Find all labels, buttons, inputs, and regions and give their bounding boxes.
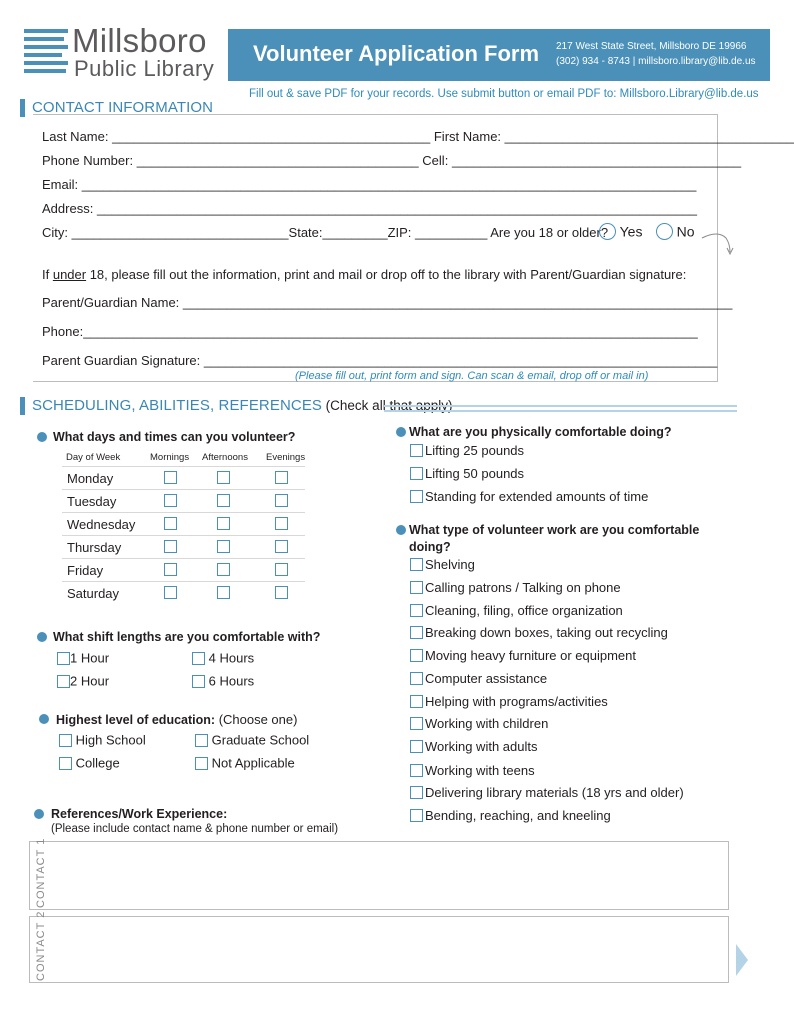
day-label: Tuesday <box>67 494 117 509</box>
city-field[interactable]: ______________________________ <box>71 225 289 240</box>
saturday-mornings-checkbox[interactable] <box>164 586 177 599</box>
guardian-signature-label: Parent Guardian Signature: <box>42 353 201 368</box>
edu-college-option[interactable] <box>59 755 120 772</box>
guardian-phone-label: Phone: <box>42 324 84 339</box>
shift-6-label: 6 Hours <box>208 673 255 689</box>
yes-label: Yes <box>619 223 643 240</box>
shift-2-checkbox[interactable] <box>57 675 70 688</box>
monday-evenings-checkbox[interactable] <box>275 471 288 484</box>
standing-checkbox[interactable] <box>410 490 423 503</box>
work-option[interactable] <box>410 556 475 573</box>
bullet-icon <box>34 809 44 819</box>
no-label: No <box>676 223 695 240</box>
section-divider <box>384 405 737 412</box>
lifting-50-checkbox[interactable] <box>410 467 423 480</box>
first-name-label: First Name: <box>433 129 502 144</box>
address-row <box>42 201 712 217</box>
state-field[interactable]: _________ <box>322 225 388 240</box>
physical-option[interactable] <box>410 488 648 505</box>
friday-afternoons-checkbox[interactable] <box>217 563 230 576</box>
state-label: State: <box>288 225 323 240</box>
age-question: Are you 18 or older? <box>490 225 609 240</box>
wednesday-afternoons-checkbox[interactable] <box>217 517 230 530</box>
first-name-field[interactable]: ________________________________________ <box>504 129 794 144</box>
work-option[interactable] <box>410 738 537 755</box>
work-option-label: Working with adults <box>425 738 538 754</box>
education-heading <box>56 712 297 727</box>
edu-graduate-option[interactable] <box>195 732 309 749</box>
contact-1-label: CONTACT 1 <box>35 837 47 908</box>
table-row <box>62 536 305 559</box>
col-day: Day of Week <box>66 452 121 463</box>
tuesday-mornings-checkbox[interactable] <box>164 494 177 507</box>
physical-option-label: Standing for extended amounts of time <box>425 488 649 504</box>
work-question <box>409 522 699 556</box>
work-checkbox[interactable] <box>410 740 423 753</box>
bullet-icon <box>37 432 47 442</box>
physical-option-label: Lifting 50 pounds <box>425 465 525 481</box>
work-question-line1: What type of volunteer work are you comfortable <box>409 523 700 537</box>
col-afternoons: Afternoons <box>202 452 248 463</box>
work-checkbox[interactable] <box>410 786 423 799</box>
bullet-icon <box>39 714 49 724</box>
logo-name: Millsboro <box>72 22 207 59</box>
shift-4-checkbox[interactable] <box>192 652 205 665</box>
table-row <box>62 582 305 605</box>
physical-question: What are you physically comfortable doing? <box>409 425 672 439</box>
email-row <box>42 177 712 193</box>
guardian-phone-field[interactable]: _____________________________________________________________________________________ <box>83 324 698 339</box>
saturday-evenings-checkbox[interactable] <box>275 586 288 599</box>
work-option-label: Working with children <box>425 715 549 731</box>
table-row <box>62 490 305 513</box>
wednesday-evenings-checkbox[interactable] <box>275 517 288 530</box>
friday-evenings-checkbox[interactable] <box>275 563 288 576</box>
work-checkbox[interactable] <box>410 604 423 617</box>
college-label: College <box>75 755 120 771</box>
thursday-afternoons-checkbox[interactable] <box>217 540 230 553</box>
day-label: Saturday <box>67 586 120 601</box>
references-note: (Please include contact name & phone number or email) <box>51 823 339 835</box>
guardian-signature-row <box>42 353 718 369</box>
library-address <box>556 39 756 69</box>
scheduling-section-title: SCHEDULING, ABILITIES, REFERENCES <box>32 397 323 414</box>
col-mornings: Mornings <box>150 452 190 463</box>
work-option-label: Calling patrons / Talking on phone <box>425 579 621 595</box>
shift-question: What shift lengths are you comfortable with? <box>53 630 321 644</box>
days-table <box>62 467 305 605</box>
work-checkbox[interactable] <box>410 695 423 708</box>
work-option-label: Delivering library materials (18 yrs and older) <box>425 784 684 800</box>
work-option[interactable] <box>410 602 623 619</box>
physical-option-label: Lifting 25 pounds <box>425 442 525 458</box>
high-school-label: High School <box>75 732 146 748</box>
friday-mornings-checkbox[interactable] <box>164 563 177 576</box>
shift-2-option[interactable] <box>57 673 109 690</box>
graduate-school-label: Graduate School <box>211 732 310 748</box>
thursday-evenings-checkbox[interactable] <box>275 540 288 553</box>
work-checkbox[interactable] <box>410 809 423 822</box>
work-checkbox[interactable] <box>410 764 423 777</box>
city-row <box>42 225 609 241</box>
days-table-header <box>62 451 305 467</box>
high-school-checkbox[interactable] <box>59 734 72 747</box>
last-name-label: Last Name: <box>42 129 109 144</box>
thursday-mornings-checkbox[interactable] <box>164 540 177 553</box>
days-question: What days and times can you volunteer? <box>53 430 296 444</box>
zip-field[interactable]: __________ <box>415 225 488 240</box>
work-checkbox[interactable] <box>410 626 423 639</box>
address-field[interactable]: ___________________________________________________________________________________ <box>96 201 698 216</box>
work-checkbox[interactable] <box>410 672 423 685</box>
monday-afternoons-checkbox[interactable] <box>217 471 230 484</box>
logo-subtitle: Public Library <box>74 56 215 81</box>
phone-label: Phone Number: <box>42 153 134 168</box>
form-title: Volunteer Application Form <box>253 41 540 66</box>
college-checkbox[interactable] <box>59 757 72 770</box>
yes-radio[interactable] <box>599 223 616 240</box>
education-sub: (Choose one) <box>218 712 298 727</box>
work-checkbox[interactable] <box>410 649 423 662</box>
bullet-icon <box>37 632 47 642</box>
phone-email-line: (302) 934 - 8743 | millsboro.library@lib.de.us <box>556 56 756 67</box>
graduate-school-checkbox[interactable] <box>195 734 208 747</box>
day-label: Thursday <box>67 540 122 555</box>
table-row <box>62 513 305 536</box>
zip-label: ZIP: <box>387 225 412 240</box>
shift-1-label: 1 Hour <box>70 650 110 666</box>
guardian-name-label: Parent/Guardian Name: <box>42 295 180 310</box>
under-18-note <box>42 267 717 283</box>
wednesday-mornings-checkbox[interactable] <box>164 517 177 530</box>
work-question-line2: doing? <box>409 540 451 554</box>
shift-6-checkbox[interactable] <box>192 675 205 688</box>
shift-6-option[interactable] <box>192 673 254 690</box>
work-checkbox[interactable] <box>410 717 423 730</box>
no-radio[interactable] <box>656 223 673 240</box>
next-page-arrow-icon[interactable] <box>734 942 750 978</box>
work-option[interactable] <box>410 715 548 732</box>
saturday-afternoons-checkbox[interactable] <box>217 586 230 599</box>
shift-4-label: 4 Hours <box>208 650 255 666</box>
contact-section-title: CONTACT INFORMATION <box>32 99 214 116</box>
guardian-name-row <box>42 295 733 311</box>
email-field[interactable]: _____________________________________________________________________________________ <box>81 177 697 192</box>
work-option-label: Computer assistance <box>425 670 548 686</box>
lifting-25-checkbox[interactable] <box>410 444 423 457</box>
fill-instructions: Fill out & save PDF for your records. Use submit button or email PDF to: Millsboro.Library@lib.de.us <box>249 88 759 100</box>
edu-high-school-option[interactable] <box>59 732 146 749</box>
work-option[interactable] <box>410 624 668 641</box>
address-label: Address: <box>42 201 94 216</box>
shift-4-option[interactable] <box>192 650 254 667</box>
cell-field[interactable]: ________________________________________ <box>451 153 742 168</box>
work-option-label: Bending, reaching, and kneeling <box>425 807 611 823</box>
contact-2-field[interactable] <box>29 916 729 983</box>
section-marker <box>20 99 25 117</box>
table-row <box>62 559 305 582</box>
work-option[interactable] <box>410 579 621 596</box>
guardian-signature-field[interactable]: _______________________________________________________________________ <box>203 353 718 368</box>
work-option-label: Cleaning, filing, office organization <box>425 602 623 618</box>
age-yes-option[interactable] <box>599 223 642 240</box>
work-option[interactable] <box>410 647 636 664</box>
bullet-icon <box>396 525 406 535</box>
work-option[interactable] <box>410 784 684 801</box>
cell-label: Cell: <box>422 153 449 168</box>
tuesday-afternoons-checkbox[interactable] <box>217 494 230 507</box>
under-note-prefix: If <box>42 267 53 282</box>
work-option-label: Helping with programs/activities <box>425 693 608 709</box>
tuesday-evenings-checkbox[interactable] <box>275 494 288 507</box>
curved-arrow-icon <box>700 228 736 258</box>
city-label: City: <box>42 225 68 240</box>
guardian-instructions: (Please fill out, print form and sign. Can scan & email, drop off or mail in) <box>295 370 649 382</box>
work-option[interactable] <box>410 670 547 687</box>
physical-option[interactable] <box>410 465 524 482</box>
work-checkbox[interactable] <box>410 581 423 594</box>
physical-option[interactable] <box>410 442 524 459</box>
not-applicable-checkbox[interactable] <box>195 757 208 770</box>
scheduling-section-sub: (Check all that apply) <box>325 398 453 413</box>
not-applicable-label: Not Applicable <box>211 755 295 771</box>
day-label: Friday <box>67 563 104 578</box>
under-word: under <box>52 267 87 282</box>
monday-mornings-checkbox[interactable] <box>164 471 177 484</box>
contact-1-field[interactable] <box>29 841 729 910</box>
work-option-label: Moving heavy furniture or equipment <box>425 647 637 663</box>
section-marker <box>20 397 25 415</box>
shift-1-checkbox[interactable] <box>57 652 70 665</box>
phone-row <box>42 153 742 169</box>
education-question: Highest level of education: <box>56 713 216 727</box>
day-label: Wednesday <box>67 517 136 532</box>
table-row <box>62 467 305 490</box>
work-option[interactable] <box>410 762 535 779</box>
work-option[interactable] <box>410 693 608 710</box>
work-option[interactable] <box>410 807 611 824</box>
address-line: 217 West State Street, Millsboro DE 19966 <box>556 41 747 52</box>
phone-field[interactable]: _______________________________________ <box>136 153 419 168</box>
contact-2-label: CONTACT 2 <box>35 910 47 981</box>
under-note-rest: 18, please fill out the information, print and mail or drop off to the library with Parent/Guardian signature: <box>86 267 687 282</box>
work-option-label: Shelving <box>425 556 475 572</box>
shift-1-option[interactable] <box>57 650 109 667</box>
work-checkbox[interactable] <box>410 558 423 571</box>
guardian-name-field[interactable]: ____________________________________________________________________________ <box>182 295 733 310</box>
bullet-icon <box>396 427 406 437</box>
col-evenings: Evenings <box>266 452 306 463</box>
name-row <box>42 129 794 145</box>
email-label: Email: <box>42 177 79 192</box>
references-question: References/Work Experience: <box>51 807 228 821</box>
work-option-label: Working with teens <box>425 762 535 778</box>
guardian-phone-row <box>42 324 712 340</box>
edu-na-option[interactable] <box>195 755 295 772</box>
last-name-field[interactable]: ____________________________________________ <box>112 129 431 144</box>
age-no-option[interactable] <box>656 223 695 240</box>
work-option-label: Breaking down boxes, taking out recycling <box>425 624 668 640</box>
library-logo-icon <box>24 27 70 73</box>
day-label: Monday <box>67 471 114 486</box>
shift-2-label: 2 Hour <box>70 673 110 689</box>
